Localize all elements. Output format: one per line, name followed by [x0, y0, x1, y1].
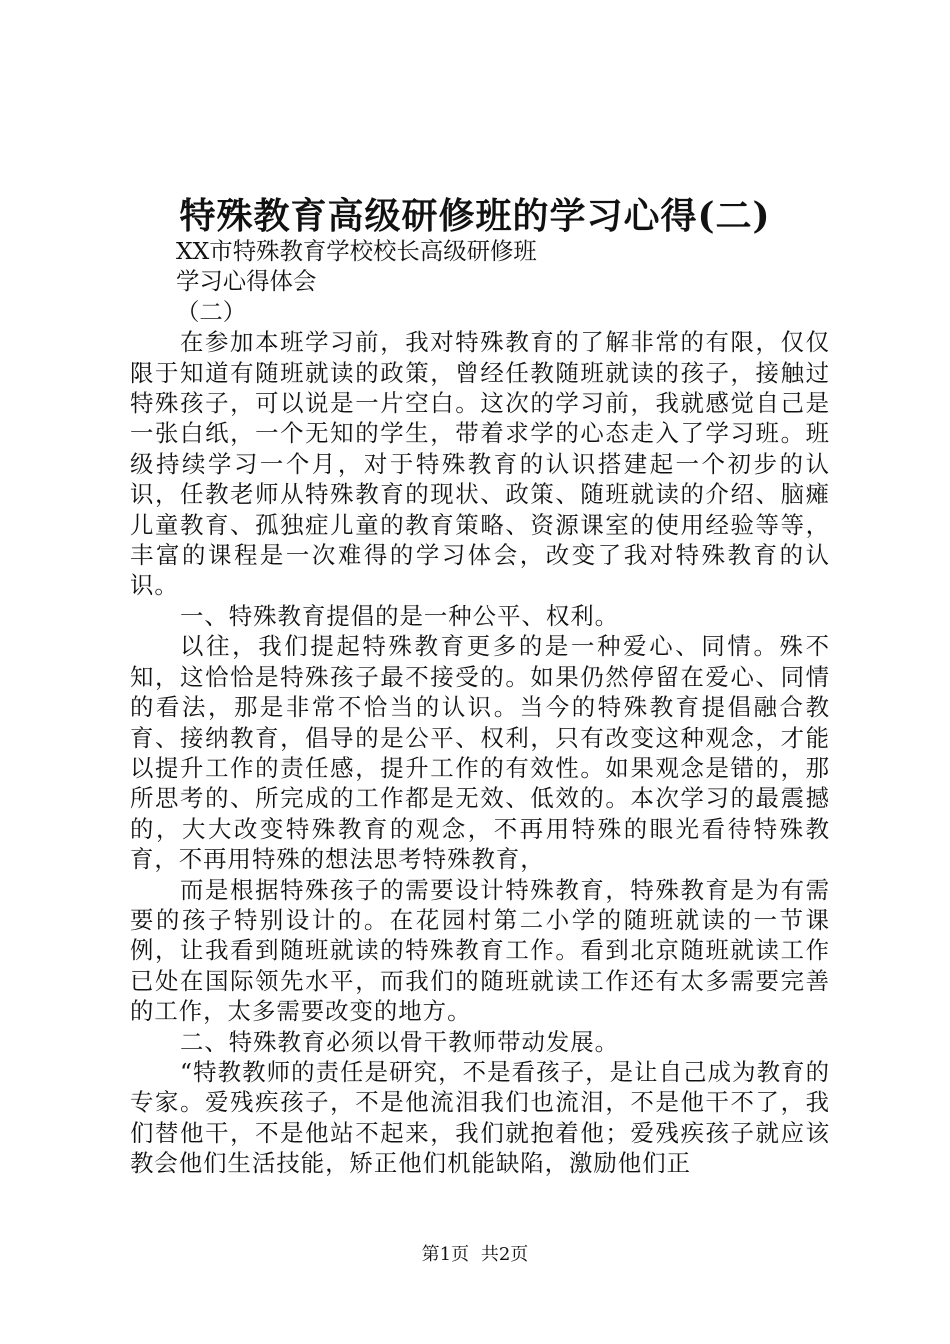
document-title: 特殊教育高级研修班的学习心得(二) [179, 195, 771, 237]
section-heading: 二、特殊教育必须以骨干教师带动发展。 [180, 1027, 620, 1056]
page-number: 第1页 [421, 1244, 470, 1265]
document-body [130, 236, 830, 1179]
section-heading: 一、特殊教育提倡的是一种公平、权利。 [180, 601, 620, 630]
header-line-part: （二） [176, 297, 247, 326]
paragraph: 以往，我们提起特殊教育更多的是一种爱心、同情。殊不知，这恰恰是特殊孩子最不接受的。如果仍然停留在爱心、同情的看法，那是非常不恰当的认识。当今的特殊教育提倡融合教育、接纳教育，倡导的是公平、权利，只有改变这种观念，才能以提升工作的责任感，提升工作的有效性。如果观念是错的，那所思考的、所完成的工作都是无效、低效的。本次学习的最震撼的，大大改变特殊教育的观念，不再用特殊的眼光看待特殊教育，不再用特殊的想法思考特殊教育， [130, 632, 830, 874]
paragraph: 在参加本班学习前，我对特殊教育的了解非常的有限，仅仅限于知道有随班就读的政策，曾经任教随班就读的孩子，接触过特殊孩子，可以说是一片空白。这次的学习前，我就感觉自己是一张白纸，一个无知的学生，带着求学的心态走入了学习班。班级持续学习一个月，对于特殊教育的认识搭建起一个初步的认识，任教老师从特殊教育的现状、政策、随班就读的介绍、脑瘫儿童教育、孤独症儿童的教育策略、资源课室的使用经验等等，丰富的课程是一次难得的学习体会，改变了我对特殊教育的认识。 [130, 328, 830, 600]
header-line-subtitle: 学习心得体会 [176, 267, 317, 296]
page-footer [0, 1240, 950, 1266]
page-total: 共2页 [480, 1244, 529, 1265]
header-line-school: XX市特殊教育学校校长高级研修班 [176, 237, 537, 265]
paragraph: “特教教师的责任是研究，不是看孩子，是让自己成为教育的专家。爱残疾孩子，不是他流泪我们也流泪，不是他干不了，我们替他干，不是他站不起来，我们就抱着他；爱残疾孩子就应该教会他们生活技能，矫正他们机能缺陷，激励他们正 [130, 1057, 830, 1178]
paragraph: 而是根据特殊孩子的需要设计特殊教育，特殊教育是为有需要的孩子特别设计的。在花园村第二小学的随班就读的一节课例，让我看到随班就读的特殊教育工作。看到北京随班就读工作已处在国际领先水平，而我们的随班就读工作还有太多需要完善的工作，太多需要改变的地方。 [130, 875, 830, 1026]
